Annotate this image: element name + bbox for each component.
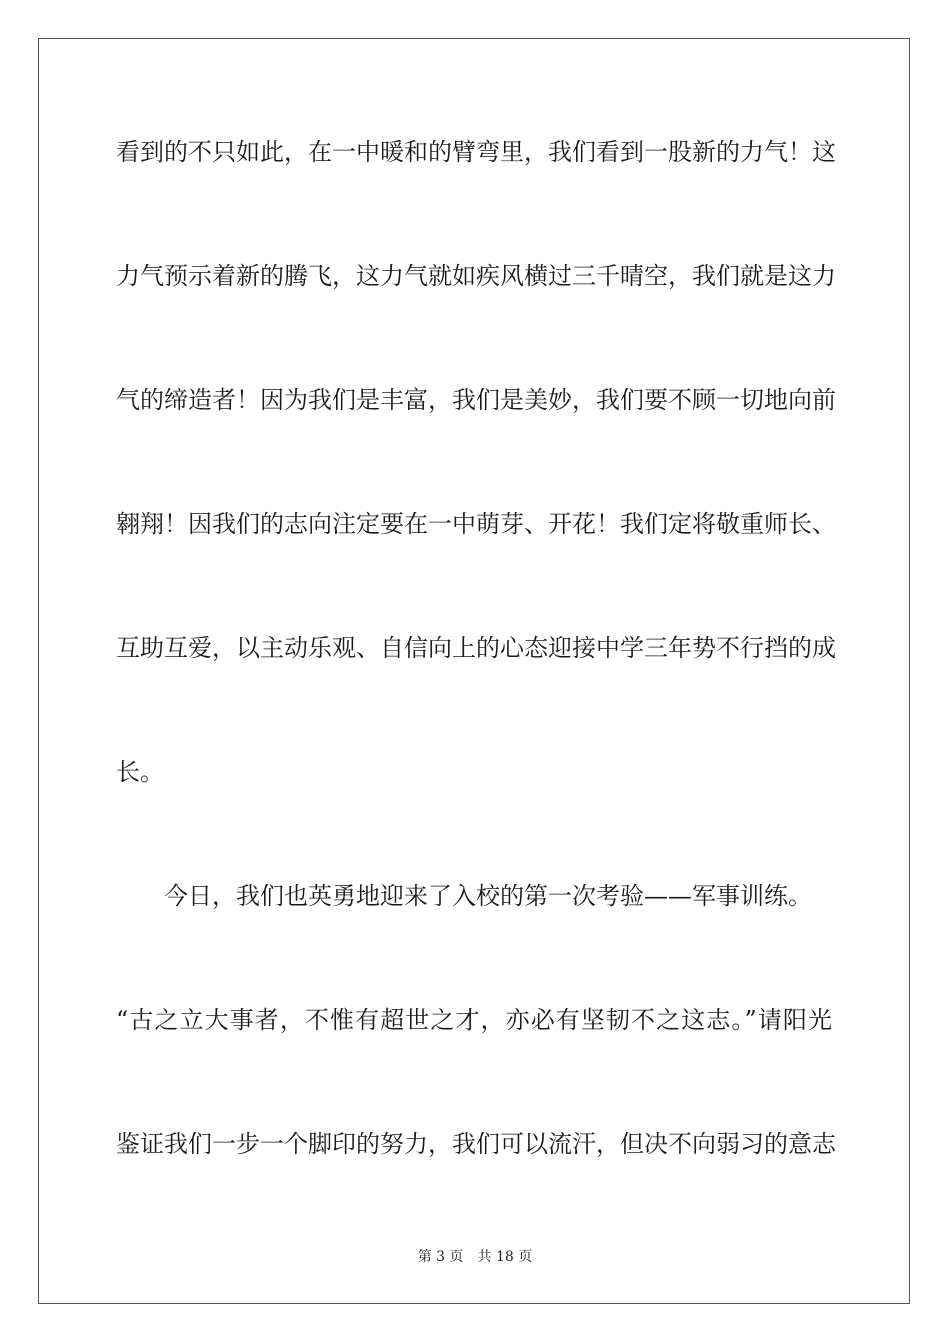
body-line-3: 气的缔造者！因为我们是丰富，我们是美妙，我们要不顾一切地向前 <box>116 386 836 414</box>
body-line-4: 翱翔！因我们的志向注定要在一中萌芽、开花！我们定将敬重师长、 <box>116 510 836 538</box>
page-number-footer: 第 3 页 共 18 页 <box>417 1249 533 1265</box>
page-frame <box>38 38 910 1304</box>
body-line-9: 鉴证我们一步一个脚印的努力，我们可以流汗，但决不向弱习的意志 <box>116 1130 836 1158</box>
body-line-7: 今日，我们也英勇地迎来了入校的第一次考验——军事训练。 <box>164 882 812 910</box>
body-line-8: “古之立大事者，不惟有超世之才，亦必有坚韧不之这志。”请阳光 <box>116 1006 832 1034</box>
body-line-6: 长。 <box>116 758 164 786</box>
body-line-2: 力气预示着新的腾飞，这力气就如疾风横过三千晴空，我们就是这力 <box>116 262 836 290</box>
body-line-5: 互助互爱，以主动乐观、自信向上的心态迎接中学三年势不行挡的成 <box>116 634 836 662</box>
body-line-1: 看到的不只如此，在一中暖和的臂弯里，我们看到一股新的力气！这 <box>116 138 836 166</box>
